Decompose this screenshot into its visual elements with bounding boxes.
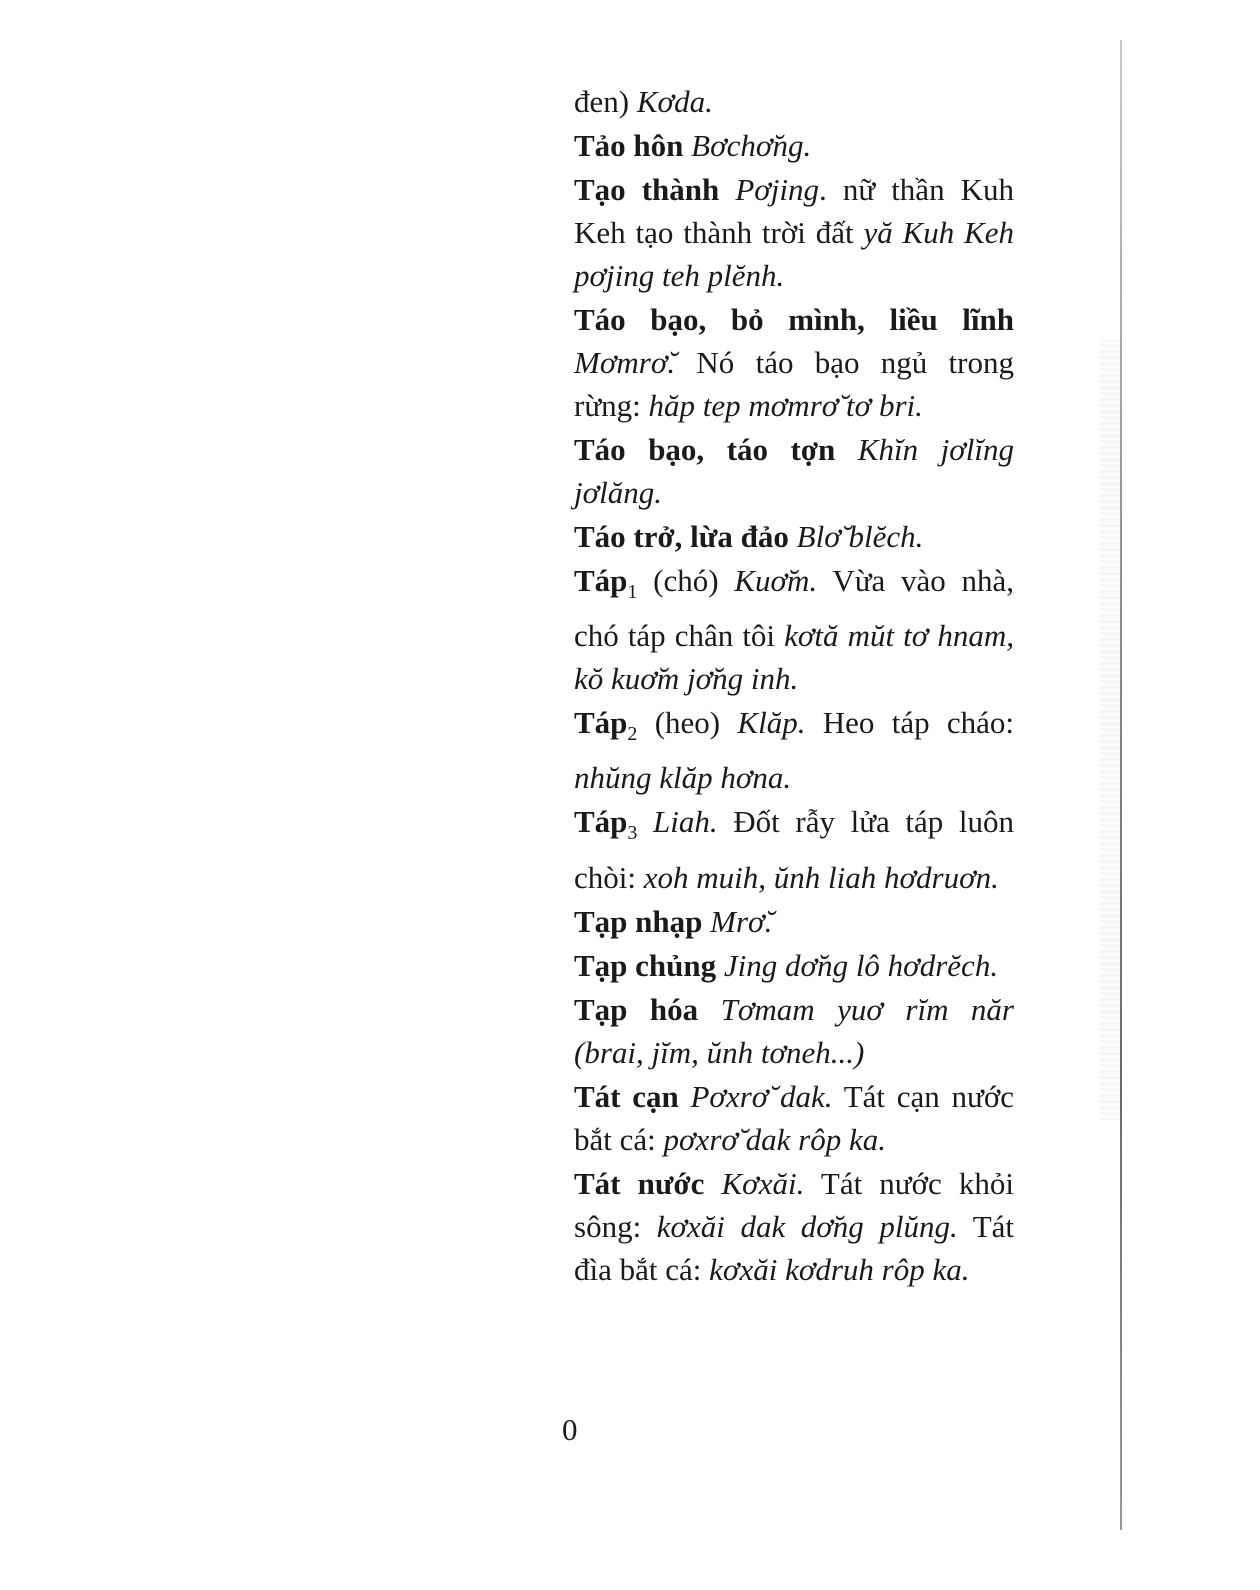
dictionary-entry	[574, 298, 1014, 427]
dictionary-entry	[574, 800, 1014, 898]
dictionary-entry	[574, 80, 1014, 123]
gloss-text: Tát cạn nước bắt cá:	[574, 1078, 1014, 1157]
dictionary-entry	[574, 701, 1014, 799]
translation: Jing dơ̆ng lô hơdrĕch.	[723, 947, 999, 983]
headword: Tát cạn	[574, 1078, 679, 1114]
gloss-text: Nó táo bạo ngủ trong rừng:	[574, 345, 1014, 423]
translation: Tơmam yuơ rĭm năr (brai, jĭm, ŭnh tơneh...)	[574, 991, 1014, 1070]
gloss-text: Đốt rẫy lửa táp luôn chòi:	[574, 804, 1014, 895]
translation: xoh muih, ŭnh liah hơdruơn.	[643, 859, 999, 895]
dictionary-entry	[574, 124, 1014, 167]
gloss-text: Tát đìa bắt cá:	[574, 1208, 1015, 1287]
gloss-text	[719, 172, 735, 207]
gloss-text: (chó)	[637, 563, 735, 598]
gloss-text: Heo táp cháo:	[805, 705, 1014, 741]
gloss-text: (heo)	[637, 705, 738, 741]
dictionary-entry	[574, 559, 1014, 700]
gloss-text	[683, 128, 691, 163]
dictionary-entry	[574, 988, 1014, 1074]
dictionary-entry	[574, 900, 1014, 943]
gloss-text: Tát nước khỏi sông:	[574, 1165, 1014, 1244]
translation: Kơxăi.	[721, 1165, 805, 1201]
headword: Tạp chủng	[574, 947, 717, 983]
dictionary-column	[574, 80, 1014, 1292]
headword: Tạp hóa	[574, 991, 699, 1027]
translation: Klăp.	[737, 705, 806, 741]
headword: Tạo thành	[574, 172, 720, 207]
headword: Táp	[574, 705, 628, 741]
translation: Kơda.	[636, 84, 713, 119]
gloss-text: Vừa vào nhà, chó táp chân tôi	[574, 563, 1014, 654]
translation: kơtă mŭt tơ hnam, kŏ kuơ̆m jơ̆ng inh.	[574, 618, 1014, 697]
gloss-text	[716, 948, 724, 983]
gloss-text	[698, 992, 720, 1027]
gloss-text	[789, 519, 797, 554]
translation: Khĭn jơlĭng jơlăng.	[574, 432, 1014, 510]
scan-shadow	[1100, 340, 1120, 1120]
translation: Mơmrơ̆.	[574, 345, 676, 380]
translation: kơxăi dak dơ̆ng plŭng.	[656, 1208, 958, 1244]
gloss-text: . nữ thần Kuh Keh tạo thành trời đất	[574, 172, 1014, 250]
gloss-text: đen)	[574, 84, 637, 119]
page-number: 0	[562, 1412, 578, 1447]
translation: hăp tep mơmrơ̆ tơ bri.	[648, 388, 923, 423]
headword: Tạp nhạp	[574, 903, 703, 939]
headword: Tảo hôn	[574, 128, 684, 163]
gloss-text	[704, 1166, 721, 1201]
translation: Mrơ̆.	[710, 903, 773, 939]
translation: pơxrơ̆ dak rôp ka.	[663, 1121, 887, 1157]
sense-number: 3	[627, 822, 638, 845]
dictionary-entry	[574, 428, 1014, 514]
dictionary-entry	[574, 515, 1014, 558]
translation: Liah.	[653, 804, 718, 840]
scan-page-edge	[1120, 40, 1122, 1530]
translation: Kuơ̆m.	[734, 563, 818, 598]
headword: Tát nước	[574, 1165, 705, 1201]
gloss-text	[679, 1079, 691, 1114]
dictionary-entry	[574, 944, 1014, 987]
dictionary-entry	[574, 1075, 1014, 1161]
headword: Táo bạo, táo tợn	[574, 432, 836, 467]
translation: Pơxrơ̆ dak.	[690, 1078, 833, 1114]
headword: Táo trở, lừa đảo	[574, 519, 789, 554]
translation: Bơchơ̆ng.	[691, 128, 812, 163]
translation: nhŭng klăp hơna.	[574, 760, 792, 796]
headword: Táp	[574, 804, 628, 840]
dictionary-entry	[574, 1162, 1014, 1291]
gloss-text	[702, 904, 710, 939]
dictionary-entry	[574, 168, 1014, 297]
sense-number: 2	[627, 723, 638, 746]
sense-number: 1	[627, 581, 638, 604]
gloss-text	[835, 432, 858, 467]
gloss-text	[637, 804, 653, 839]
translation: Blơ̆ blĕch.	[796, 519, 924, 554]
headword: Táo bạo, bỏ mình, liều lĩnh	[574, 302, 1014, 337]
translation: kơxăi kơdruh rôp ka.	[709, 1251, 970, 1287]
translation: Pơjing	[735, 172, 820, 207]
translation: yă Kuh Keh pơjing teh plĕnh.	[574, 215, 1014, 293]
headword: Táp	[574, 563, 628, 598]
